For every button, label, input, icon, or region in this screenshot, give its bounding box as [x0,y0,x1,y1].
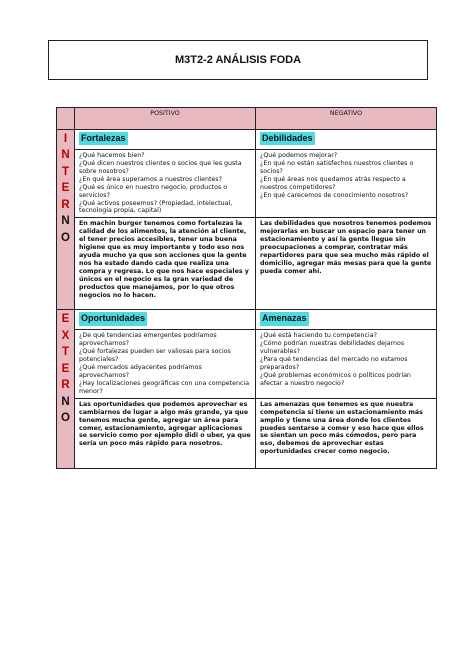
amenazas-label: Amenazas [260,312,309,325]
side-letter: N [61,149,70,162]
col-header-positive: POSITIVO [75,108,256,130]
question: ¿En qué carecemos de conocimiento nosotros? [260,191,409,199]
side-letter: E [61,313,70,326]
question: ¿Qué es único en nuestro negocio, productos o servicios? [79,183,228,199]
question: ¿Qué problemas económicos o políticos podrían afectar a nuestro negocio? [260,371,411,387]
amenazas-questions [256,330,437,398]
table-corner [57,108,75,130]
side-letter: T [61,165,70,178]
side-letter: I [63,133,68,145]
side-label-externo [57,310,75,468]
oportunidades-questions [75,330,256,398]
side-letter: O [61,412,70,425]
question: ¿Qué dicen nuestros clientes o socios que les gusta sobre nosotros? [79,159,242,175]
document-title: M3T2-2 ANÁLISIS FODA [174,54,302,66]
side-letter: X [61,329,70,342]
fortalezas-label-cell [75,130,256,150]
side-letter: N [61,395,70,408]
question: ¿Qué está haciendo tu competencia? [260,332,377,340]
side-letter: N [61,215,70,228]
side-letter: E [61,362,70,375]
debilidades-answer: Las debilidades que nosotros tenemos podemos mejorarlas en buscar un espacio para tener un estacionamiento y así la gente llegue sin preocupaciones a comprar, contratar más repartidores para que sea mucho más rápido el domicilio, agregar más mesas para que la gente pueda comer ahí. [256,218,437,310]
question: ¿En qué área superamos a nuestros clientes? [79,175,222,183]
question: ¿En qué no están satisfechos nuestros clientes o socios? [260,159,414,175]
oportunidades-label-cell [75,310,256,330]
document-title-box [48,40,428,80]
side-letter: R [61,198,70,211]
fortalezas-label: Fortalezas [79,132,128,145]
side-letter: O [61,231,70,244]
question: ¿Hay localizaciones geográficas con una competencia menor? [79,379,250,395]
oportunidades-label: Oportunidades [79,312,147,325]
question: ¿Cómo podrían nuestras debilidades dejarnos vulnerables? [260,340,405,356]
debilidades-label-cell [256,130,437,150]
amenazas-label-cell [256,310,437,330]
question: ¿Qué activos poseemos? (Propiedad, intelectual, tecnología propia, capital) [79,199,233,215]
question: ¿En qué áreas nos quedamos atrás respecto a nuestros competidores? [260,175,406,191]
debilidades-questions [256,150,437,218]
oportunidades-answer: Las oportunidades que podemos aprovechar es cambiarnos de lugar a algo más grande, ya que tenemos mucha gente, agregar un área para comer, estacionamiento, agregar aplicaciones se servicio como por ejemplo didi o uber, ya que sería un poco más rápido para nosotros. [75,398,256,468]
question: ¿Qué hacemos bien? [79,152,145,159]
fortalezas-questions [75,150,256,218]
side-label-interno [57,130,75,310]
debilidades-label: Debilidades [260,132,315,145]
fortalezas-answer: En machin burger tenemos como fortalezas la calidad de los alimentos, la atención al cliente, el tener precios accesibles, tener una buena higiene que es muy importante y todo eso nos ayuda mucho ya que son acciones que la gente nos ha estado dando cada que realiza una compra y regresa. Lo que nos hace especiales y únicos en el negocio es la gran variedad de productos que manejamos, por lo que otros negocios no lo hacen. [75,218,256,310]
question: ¿Qué mercados adyacentes podríamos aprovecharnos? [79,364,202,379]
question: ¿De qué tendencias emergentes podríamos aprovecharnos? [79,332,217,348]
side-letter: T [61,346,70,359]
foda-table [56,107,437,469]
amenazas-answer: Las amenazas que tenemos es que nuestra competencia sí tiene un estacionamiento más amplio y tiene una área donde los clientes puedes sentarse a comer y eso hace que ellos se sientan un poco más cómodos, pero para eso, debemos de aprovechar estas oportunidades crecer como negocio. [256,398,437,468]
col-header-negative: NEGATIVO [256,108,437,130]
side-letter: E [61,182,70,195]
question: ¿Qué podemos mejorar? [260,152,338,159]
question: ¿Para qué tendencias del mercado no estamos preparados? [260,356,408,372]
question: ¿Qué fortalezas pueden ser valiosas para socios potenciales? [79,348,231,364]
side-letter: R [61,379,70,392]
